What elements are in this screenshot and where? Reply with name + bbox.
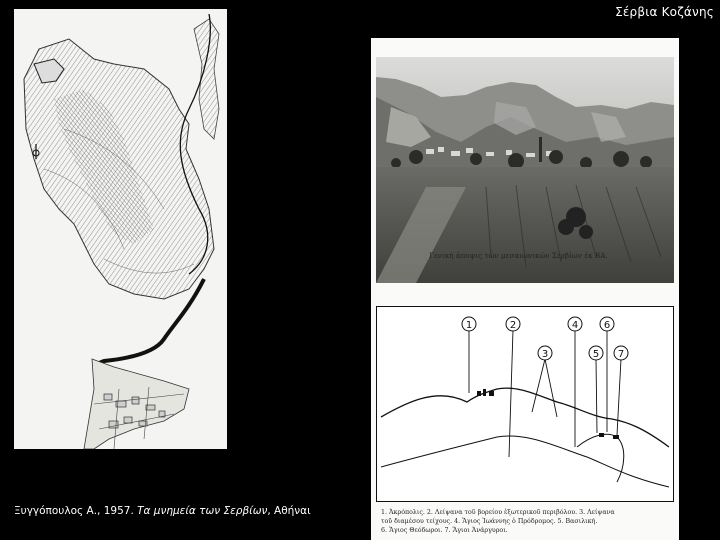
- marker-6: 6: [603, 320, 611, 331]
- marker-4: 4: [571, 320, 579, 331]
- citation-title: Τα μνημεία των Σερβίων: [137, 505, 268, 517]
- site-sketch: [376, 306, 674, 502]
- legend-line: 1. Ἀκρόπολις. 2. Λείψανα τοῦ βορείου ἐξωτερικοῦ περιβόλου. 3. Λείψανα: [381, 509, 615, 516]
- marker-1: 1: [465, 320, 473, 331]
- slide-title: Σέρβια Κοζάνης: [615, 5, 714, 19]
- source-citation: [14, 505, 311, 517]
- marker-2: 2: [509, 320, 517, 331]
- marker-7: 7: [617, 349, 625, 360]
- marker-5: 5: [592, 349, 600, 360]
- publication-plate: [371, 38, 679, 540]
- photo-caption: Γενική άποψις τών μεσαιωνικών Σερβίων έκ ΒΑ.: [429, 252, 608, 260]
- sketch-legend: [381, 508, 673, 535]
- legend-line: τοῦ διαμέσου τείχους. 4. Ἅγιος Ἰωάννης ὁ Πρόδρομος. 5. Βασιλική.: [381, 518, 598, 525]
- citation-place: , Αθήναι: [267, 505, 311, 517]
- historical-photo: [376, 57, 674, 283]
- legend-line: 6. Ἅγιος Θεόδωροι. 7. Ἅγιοι Ἀνάργυροι.: [381, 527, 508, 534]
- historical-map: [14, 9, 227, 449]
- marker-3: 3: [541, 349, 549, 360]
- citation-author: Ξυγγόπουλος Α., 1957.: [14, 505, 134, 517]
